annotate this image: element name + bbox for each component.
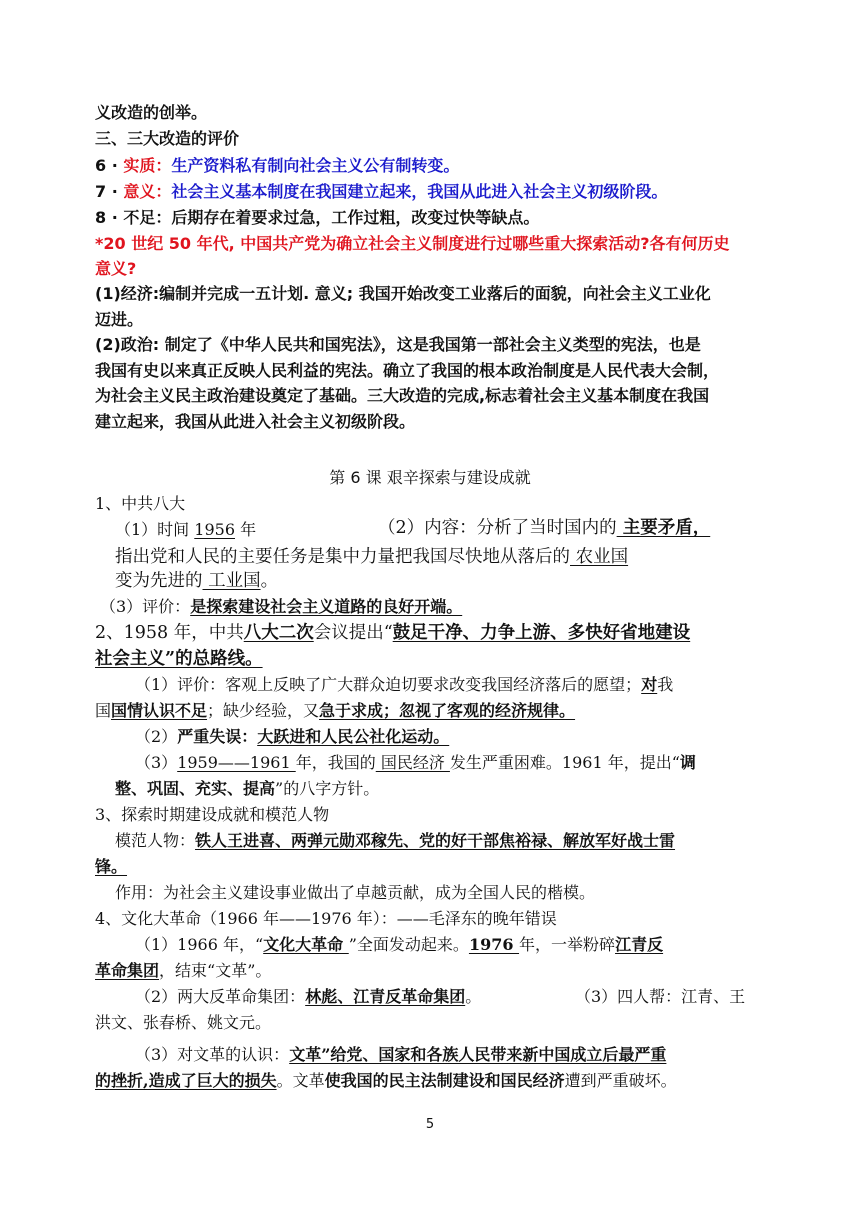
section-heading: 3、探索时期建设成就和模范人物 [95, 805, 330, 824]
text-line: 变为先进的 工业国。 [115, 571, 279, 591]
text-line: （1）评价：客观上反映了广大群众迫切要求改变我国经济落后的愿望；对我 [135, 675, 674, 694]
text-line: 整、巩固、充实、提高”的八字方针。 [115, 779, 380, 798]
text-line: （1）1966 年，“文化大革命 ”全面发动起来。1976 年，一举粉碎江青反 [135, 935, 664, 954]
text-line: 指出党和人民的主要任务是集中力量把我国尽快地从落后的 农业国 [115, 547, 629, 567]
text-line: 作用：为社会主义建设事业做出了卓越贡献，成为全国人民的楷模。 [115, 883, 596, 902]
text-line: （2）两大反革命集团：林彪、江青反革命集团。 [135, 987, 482, 1006]
question-line: 意义? [95, 259, 137, 278]
text-line: 模范人物：铁人王进喜、两弹元勋邓稼先、党的好干部焦裕禄、解放军好战士雷 [115, 831, 676, 850]
text-line: 锋。 [95, 857, 128, 876]
text-line: （3）1959——1961 年，我国的 国民经济 发生严重困难。1961 年，提出“调 [135, 753, 696, 772]
section-heading: 4、文化大革命（1966 年——1976 年）：——毛泽东的晚年错误 [95, 909, 557, 928]
text-line: （3）对文革的认识：文革”给党、国家和各族人民带来新中国成立后最严重 [135, 1045, 667, 1064]
text-line: 2、1958 年，中共八大二次会议提出“鼓足干净、力争上游、多快好省地建设 [95, 623, 691, 643]
text-line: 7 · 意义：社会主义基本制度在我国建立起来，我国从此进入社会主义初级阶段。 [95, 182, 668, 201]
text-line: 革命集团，结束“文革”。 [95, 961, 272, 980]
text-line: 义改造的创举。 [95, 103, 208, 122]
section-heading: 1、中共八大 [95, 494, 186, 513]
question-line: *20 世纪 50 年代, 中国共产党为确立社会主义制度进行过哪些重大探索活动?各有何历史 [95, 234, 730, 253]
page-number: 5 [425, 1117, 435, 1132]
text-line: 8 · 不足：后期存在着要求过急，工作过粗，改变过快等缺点。 [95, 208, 540, 227]
text-line: 6 · 实质：生产资料私有制向社会主义公有制转变。 [95, 156, 460, 175]
text-line: (1)经济:编制并完成一五计划. 意义; 我国开始改变工业落后的面貌，向社会主义工业化 [95, 284, 711, 303]
text-line: 洪文、张春桥、姚文元。 [95, 1013, 272, 1032]
text-line: 建立起来，我国从此进入社会主义初级阶段。 [95, 412, 416, 431]
text-line: （1）时间 1956 年 [115, 520, 257, 539]
text-line: 国国情认识不足；缺少经验，又急于求成；忽视了客观的经济规律。 [95, 701, 576, 720]
text-line: 迈进。 [95, 310, 144, 329]
text-line: （3）四人帮：江青、王 [575, 987, 746, 1006]
text-line: 社会主义”的总路线。 [95, 649, 263, 669]
text-line: （2）内容：分析了当时国内的 主要矛盾， [378, 518, 711, 538]
text-line: （2）严重失误：大跃进和人民公社化运动。 [135, 727, 450, 746]
text-line: （3）评价：是探索建设社会主义道路的良好开端。 [100, 597, 463, 616]
text-line: 的挫折,造成了巨大的损失。文革使我国的民主法制建设和国民经济遭到严重破坏。 [95, 1071, 677, 1090]
text-line: (2)政治: 制定了《中华人民共和国宪法》，这是我国第一部社会主义类型的宪法，也是 [95, 335, 701, 354]
lesson-title: 第 6 课 艰辛探索与建设成就 [329, 468, 531, 487]
section-heading: 三、三大改造的评价 [95, 129, 240, 148]
text-line: 为社会主义民主政治建设奠定了基础。三大改造的完成,标志着社会主义基本制度在我国 [95, 386, 710, 405]
text-line: 我国有史以来真正反映人民利益的宪法。确立了我国的根本政治制度是人民代表大会制， [95, 361, 720, 380]
